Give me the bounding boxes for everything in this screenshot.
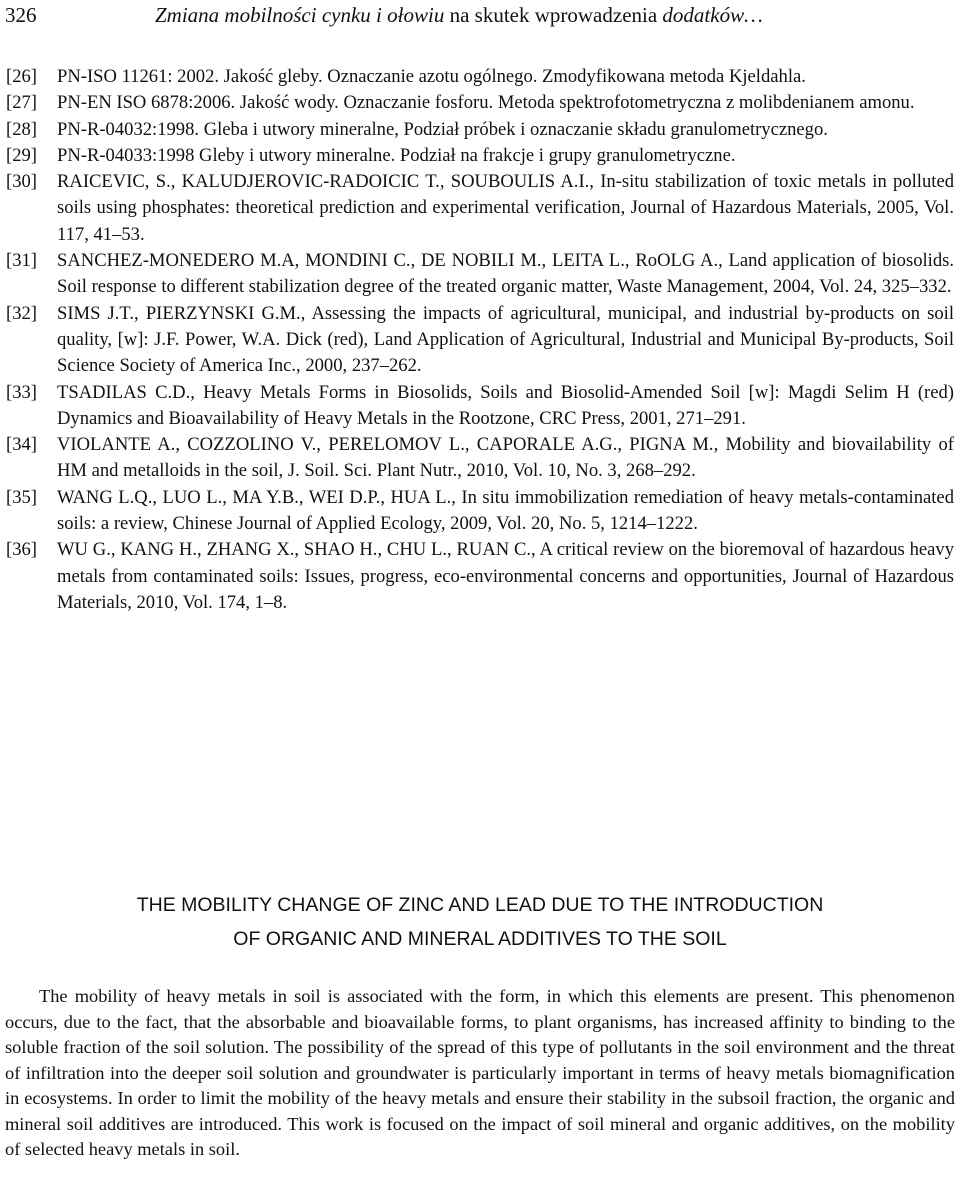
reference-number: [32] — [6, 302, 37, 324]
reference-number: [36] — [6, 539, 37, 561]
reference-item — [0, 432, 960, 485]
running-title — [155, 0, 763, 30]
running-title-italic-2: dodatków… — [662, 3, 763, 27]
abstract-title-line: THE MOBILITY CHANGE OF ZINC AND LEAD DUE TO THE INTRODUCTION — [136, 894, 824, 916]
reference-number: [30] — [6, 171, 37, 193]
reference-text: PN-EN ISO 6878:2006. Jakość wody. Oznaczanie fosforu. Metoda spektrofotometryczna z molibdenianem amonu. — [57, 92, 915, 114]
reference-number: [29] — [6, 144, 37, 166]
reference-item — [0, 169, 960, 248]
reference-number: [27] — [6, 92, 37, 114]
reference-text: PN-R-04032:1998. Gleba i utwory mineralne, Podział próbek i oznaczanie składu granulometrycznego. — [57, 118, 828, 140]
reference-number: [35] — [6, 486, 37, 508]
reference-text: PN-ISO 11261: 2002. Jakość gleby. Oznaczanie azotu ogólnego. Zmodyfikowana metoda Kjeldahla. — [57, 66, 806, 87]
reference-text: SIMS J.T., PIERZYNSKI G.M., Assessing the impacts of agricultural, municipal, and industrial by-products on soil quality, [w]: J.F. Power, W.A. Dick (red), Land Application of Agricultural, Industrial and Municipal By-products, Soil Science Society of America Inc., 2000, 237–262. — [57, 302, 954, 377]
reference-number: [34] — [6, 434, 37, 456]
reference-text: WU G., KANG H., ZHANG X., SHAO H., CHU L., RUAN C., A critical review on the bioremoval of hazardous heavy metals from contaminated soils: Issues, progress, eco-environmental concerns and opportunities, Journal of Hazardous Materials, 2010, Vol. 174, 1–8. — [57, 539, 954, 613]
reference-text: VIOLANTE A., COZZOLINO V., PERELOMOV L., CAPORALE A.G., PIGNA M., Mobility and biovailability of HM and metalloids in the soil, J. Soil. Sci. Plant Nutr., 2010, Vol. 10, No. 3, 268–292. — [57, 434, 954, 482]
page-header — [5, 0, 955, 30]
reference-item — [0, 537, 960, 616]
page-number: 326 — [5, 3, 37, 27]
reference-number: [26] — [6, 66, 37, 87]
reference-number: [28] — [6, 118, 37, 140]
abstract-title-line: OF ORGANIC AND MINERAL ADDITIVES TO THE SOIL — [233, 928, 727, 950]
reference-number: [33] — [6, 381, 37, 403]
reference-list — [0, 64, 960, 616]
reference-item — [0, 248, 960, 301]
running-title-regular: na skutek wprowadzenia — [444, 3, 663, 27]
reference-text: RAICEVIC, S., KALUDJEROVIC-RADOICIC T., SOUBOULIS A.I., In-situ stabilization of toxic metals in polluted soils using phosphates: theoretical prediction and experimental verification, Journal of Hazardous Materials, 2005, Vol. 117, 41–53. — [57, 171, 954, 245]
abstract-body: The mobility of heavy metals in soil is associated with the form, in which this elements are present. This phenomenon occurs, due to the fact, that the absorbable and bioavailable forms, to plant organisms, has increased affinity to binding to the soluble fraction of the soil solution. The possibility of the spread of this type of pollutants in the soil environment and the threat of infiltration into the deeper soil solution and groundwater is particularly important in terms of heavy metals biomagnification in ecosystems. In order to limit the mobility of the heavy metals and ensure their stability in the subsoil fraction, the organic and mineral soil additives are introduced. This work is focused on the impact of soil mineral and organic additives, on the mobility of selected heavy metals in soil. — [5, 986, 955, 1159]
abstract-title — [0, 888, 960, 956]
reference-text: PN-R-04033:1998 Gleby i utwory mineralne. Podział na frakcje i grupy granulometryczne. — [57, 144, 736, 166]
reference-text: WANG L.Q., LUO L., MA Y.B., WEI D.P., HUA L., In situ immobilization remediation of heavy metals-contaminated soils: a review, Chinese Journal of Applied Ecology, 2009, Vol. 20, No. 5, 1214–1222. — [57, 486, 954, 535]
reference-item — [0, 380, 960, 433]
reference-item — [0, 64, 960, 90]
reference-number: [31] — [6, 250, 37, 272]
reference-text: SANCHEZ-MONEDERO M.A, MONDINI C., DE NOBILI M., LEITA L., RoOLG A., Land application of biosolids. Soil response to different stabilization degree of the treated organic matter, Waste Management, 2004, Vol. 24, 325–332. — [57, 250, 954, 298]
reference-item — [0, 90, 960, 116]
reference-item — [0, 301, 960, 380]
reference-item — [0, 143, 960, 169]
running-title-italic-1: Zmiana mobilności cynku i ołowiu — [155, 3, 445, 27]
reference-item — [0, 485, 960, 538]
reference-item — [0, 117, 960, 143]
reference-text: TSADILAS C.D., Heavy Metals Forms in Biosolids, Soils and Biosolid-Amended Soil [w]: Magdi Selim H (red) Dynamics and Bioavailability of Heavy Metals in the Rootzone, CRC Press, 2001, 271–291. — [57, 381, 954, 429]
